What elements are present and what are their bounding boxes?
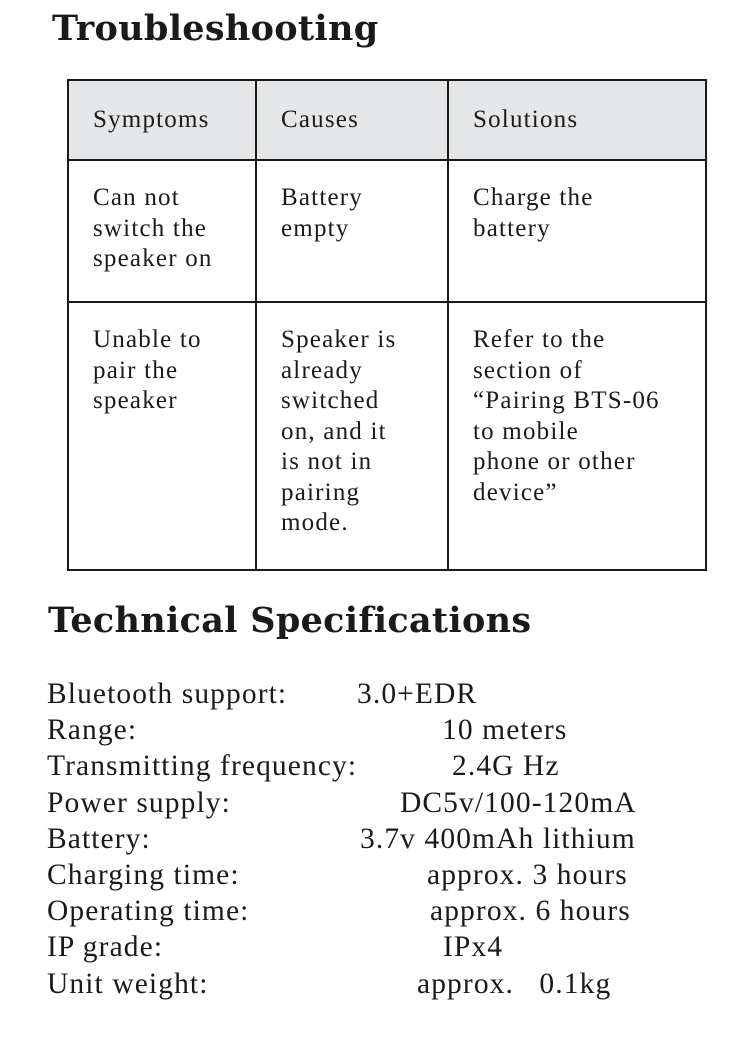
- spec-row: [47, 821, 727, 857]
- specifications-list: [47, 676, 727, 1002]
- cause-cell: Battery empty: [256, 160, 448, 302]
- solution-cell: Refer to the section of “Pairing BTS-06 to mobile phone or other device”: [448, 302, 706, 570]
- troubleshooting-table: [67, 79, 707, 571]
- spec-value: 3.0+EDR: [357, 678, 478, 710]
- table-row: [68, 160, 706, 302]
- table-header-row: [68, 80, 706, 160]
- spec-value: 10 meters: [442, 714, 568, 747]
- spec-label: Charging time:: [47, 858, 240, 891]
- spec-label: Bluetooth support:: [47, 678, 288, 710]
- specifications-heading: Technical Specifications: [48, 600, 532, 641]
- spec-row: [47, 676, 727, 712]
- spec-row: [47, 929, 727, 965]
- cause-cell: Speaker is already switched on, and it is not in pairing mode.: [256, 302, 448, 570]
- spec-label: IP grade:: [47, 931, 164, 964]
- solution-cell: Charge the battery: [448, 160, 706, 302]
- symptom-cell: Unable to pair the speaker: [68, 302, 256, 570]
- spec-value: IPx4: [443, 931, 504, 964]
- troubleshooting-heading: Troubleshooting: [52, 8, 379, 49]
- spec-label: Operating time:: [47, 895, 250, 928]
- header-solutions: Solutions: [448, 80, 706, 160]
- spec-value: 3.7v 400mAh lithium: [360, 822, 636, 855]
- spec-label: Power supply:: [47, 786, 231, 819]
- spec-label: Battery:: [47, 822, 151, 855]
- spec-value: approx. 3 hours: [427, 858, 628, 891]
- header-symptoms: Symptoms: [68, 80, 256, 160]
- header-causes: Causes: [256, 80, 448, 160]
- spec-row: [47, 893, 727, 929]
- table-row: [68, 302, 706, 570]
- spec-label: Unit weight:: [47, 967, 209, 1000]
- spec-row: [47, 748, 727, 784]
- spec-value: 2.4G Hz: [452, 750, 560, 783]
- spec-value: DC5v/100-120mA: [400, 786, 637, 819]
- spec-row: [47, 857, 727, 893]
- spec-value: approx. 6 hours: [430, 895, 631, 928]
- spec-label: Range:: [47, 714, 138, 747]
- spec-label: Transmitting frequency:: [47, 750, 358, 783]
- spec-value: approx. 0.1kg: [417, 967, 612, 1000]
- symptom-cell: Can not switch the speaker on: [68, 160, 256, 302]
- spec-row: [47, 785, 727, 821]
- spec-row: [47, 712, 727, 748]
- spec-row: [47, 966, 727, 1002]
